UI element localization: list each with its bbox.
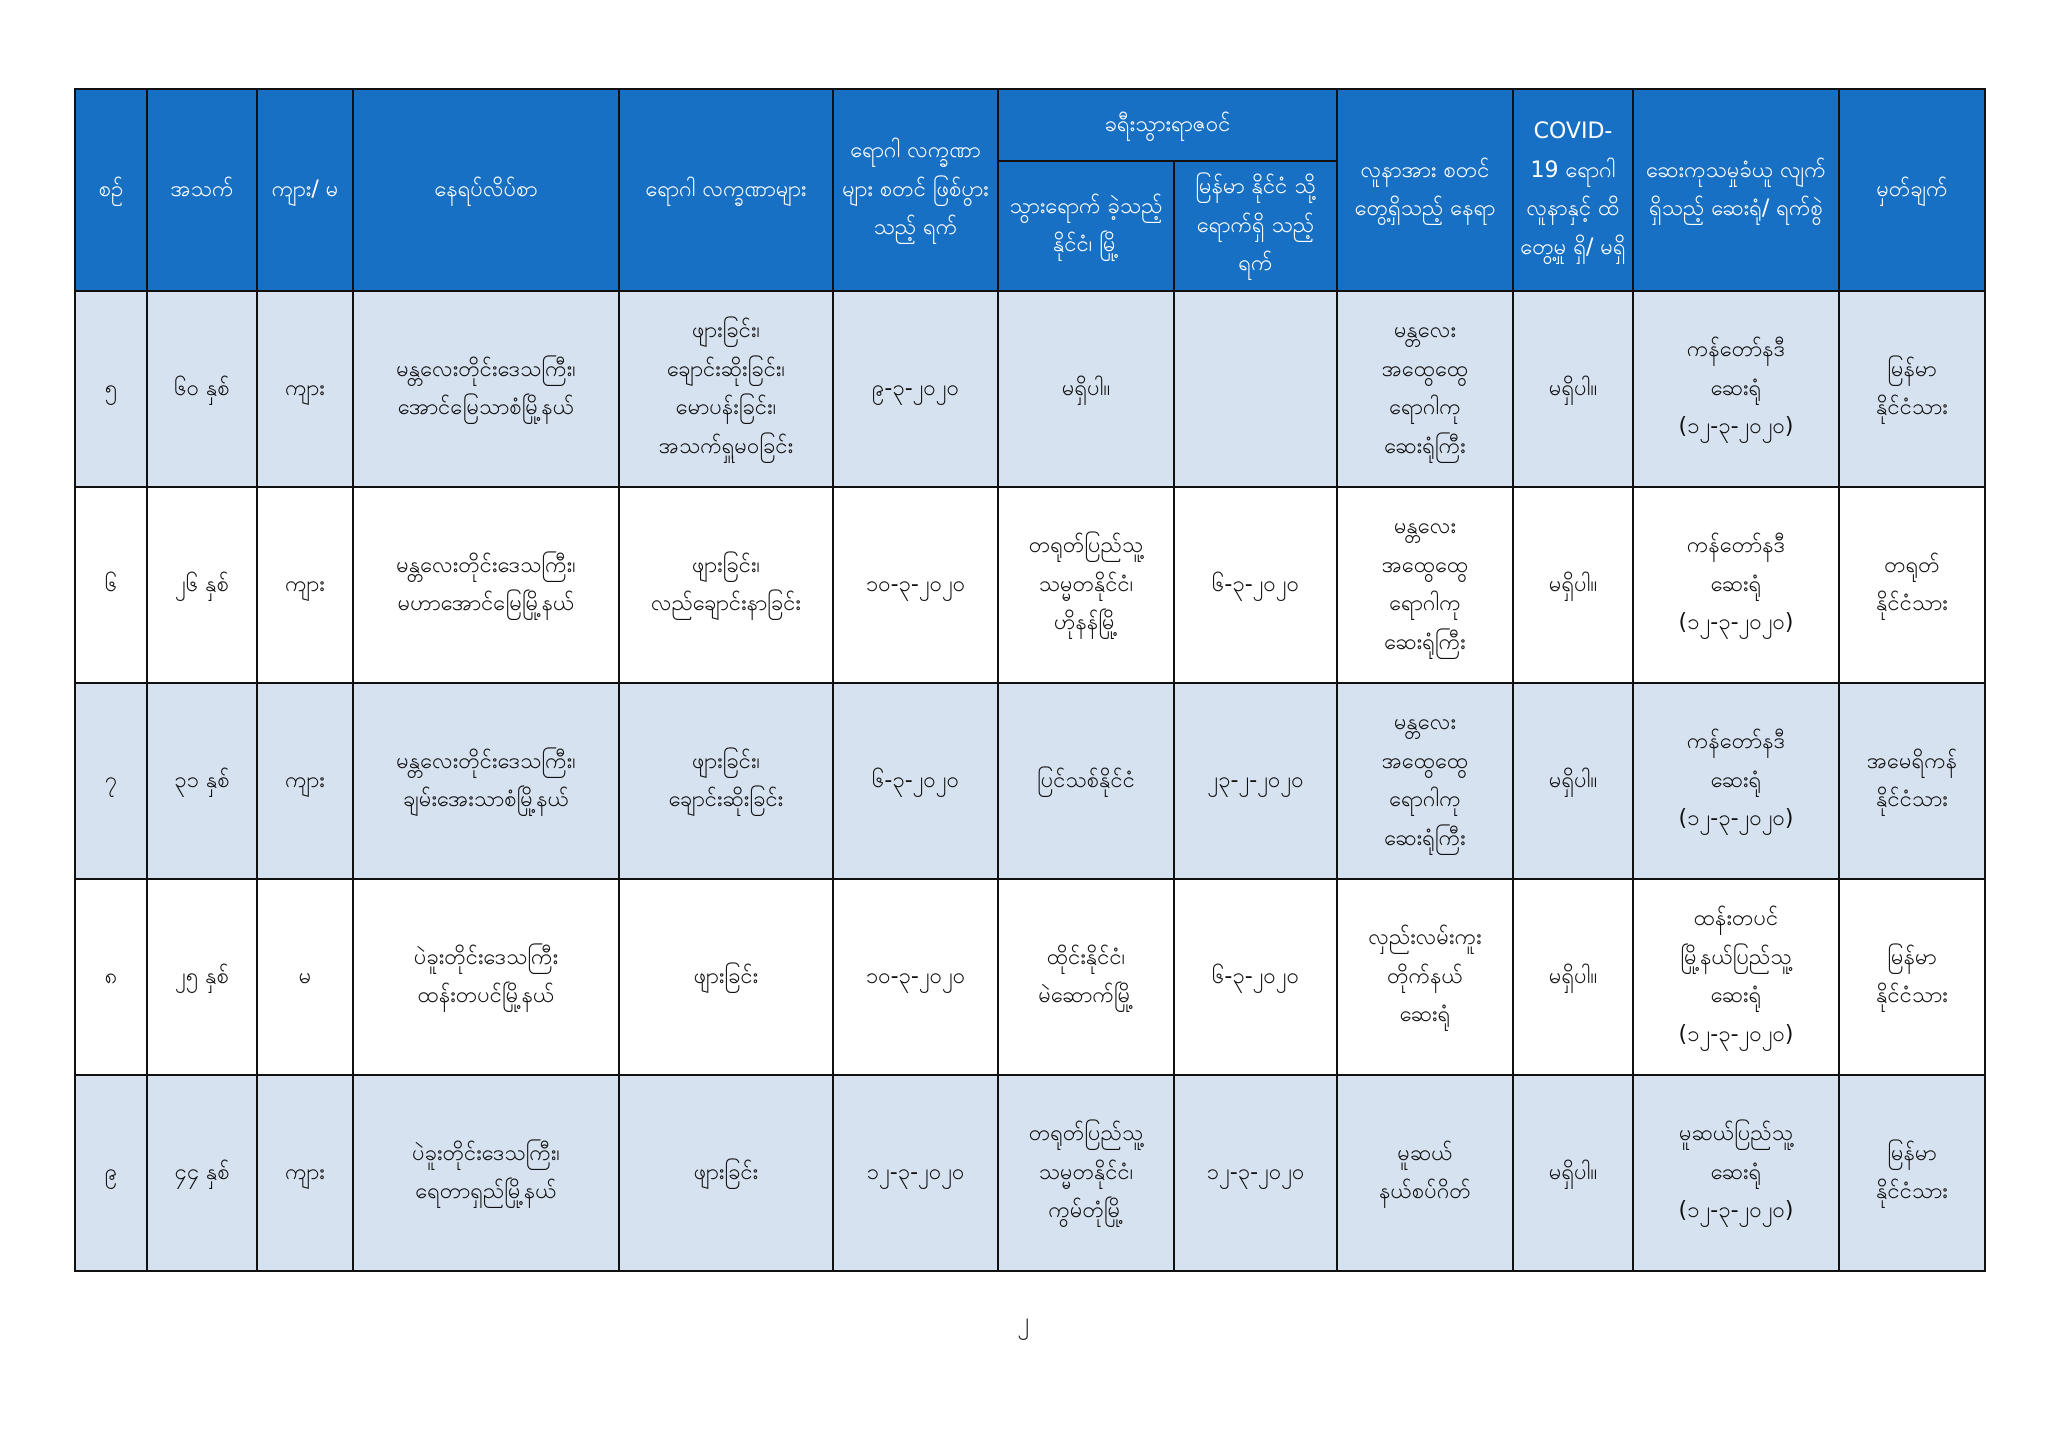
cell-remarks-line: နိုင်ငံသား xyxy=(1876,1179,1948,1204)
cell-travel-from-line: တရုတ်ပြည်သူ့ xyxy=(1028,533,1144,559)
cell-detected-at xyxy=(1337,1075,1513,1271)
cell-hospital xyxy=(1633,291,1839,487)
table-row xyxy=(75,1075,1985,1271)
cell-contact: မရှိပါ။ xyxy=(1513,683,1633,879)
cell-hospital xyxy=(1633,1075,1839,1271)
table-row xyxy=(75,683,1985,879)
cell-hospital xyxy=(1633,683,1839,879)
table-row xyxy=(75,879,1985,1075)
cell-detected-at-line: ဆေးရုံကြီး xyxy=(1384,825,1466,851)
cell-sex: ကျား xyxy=(257,291,353,487)
cell-travel-from-line: မဲဆောက်မြို့ xyxy=(1038,983,1134,1008)
header-contact: COVID-19 ရောဂါ လူနာနှင့် ထိတွေ့မှု ရှိ/ မရှိ xyxy=(1513,89,1633,291)
cell-arrival-date: ၆-၃-၂၀၂၀ xyxy=(1174,487,1337,683)
cell-hospital-line: မြို့နယ်ပြည်သူ့ xyxy=(1680,944,1792,970)
cell-address-line: ပဲခူးတိုင်းဒေသကြီး xyxy=(413,944,559,970)
cell-travel-from-line: သမ္မတနိုင်ငံ၊ xyxy=(1038,1159,1134,1185)
cell-address-line: ချမ်းအေးသာစံမြို့နယ် xyxy=(403,787,569,812)
cell-remarks-line: တရုတ် xyxy=(1884,552,1940,578)
cell-remarks-line: မြန်မာ xyxy=(1887,944,1937,970)
cell-travel-from-line: မရှိပါ။ xyxy=(1061,375,1111,401)
cell-remarks-line: အမေရိကန် xyxy=(1866,748,1958,774)
cell-address-line: မန္တလေးတိုင်းဒေသကြီး၊ xyxy=(396,748,576,774)
cell-travel-from xyxy=(998,487,1174,683)
cell-remarks xyxy=(1839,683,1985,879)
cell-address-line: မဟာအောင်မြေမြို့နယ် xyxy=(397,591,575,616)
cell-address-line: မန္တလေးတိုင်းဒေသကြီး၊ xyxy=(396,356,576,382)
cell-arrival-date: ၂၃-၂-၂၀၂၀ xyxy=(1174,683,1337,879)
cell-age: ၂၆ နှစ် xyxy=(147,487,257,683)
cell-onset-date: ၁၀-၃-၂၀၂၀ xyxy=(833,487,998,683)
cell-hospital-line: (၁၂-၃-၂၀၂၀) xyxy=(1678,1021,1794,1047)
cell-symptoms-line: ချောင်းဆိုးခြင်း xyxy=(668,787,784,812)
cell-no: ၉ xyxy=(75,1075,147,1271)
cell-detected-at-line: ဆေးရုံကြီး xyxy=(1384,629,1466,655)
cell-hospital-line: ဆေးရုံ xyxy=(1710,571,1762,597)
cell-travel-from xyxy=(998,879,1174,1075)
table-body xyxy=(75,291,1985,1271)
cell-onset-date: ၉-၃-၂၀၂၀ xyxy=(833,291,998,487)
cell-sex: မ xyxy=(257,879,353,1075)
cell-hospital-line: (၁၂-၃-၂၀၂၀) xyxy=(1678,806,1794,832)
table-row xyxy=(75,487,1985,683)
header-arrival-date: မြန်မာ နိုင်ငံ သို့ ရောက်ရှိ သည့်ရက် xyxy=(1174,161,1337,291)
cell-remarks xyxy=(1839,487,1985,683)
cell-remarks xyxy=(1839,1075,1985,1271)
cell-hospital-line: ဆေးရုံ xyxy=(1710,375,1762,401)
cell-contact: မရှိပါ။ xyxy=(1513,487,1633,683)
cell-travel-from xyxy=(998,683,1174,879)
cell-detected-at xyxy=(1337,683,1513,879)
cell-hospital-line: ကန်တော်နဒီ xyxy=(1686,337,1786,363)
cell-onset-date: ၆-၃-၂၀၂၀ xyxy=(833,683,998,879)
cell-detected-at-line: လှည်းလမ်းကူး xyxy=(1368,925,1482,951)
cell-age: ၄၄ နှစ် xyxy=(147,1075,257,1271)
cell-detected-at-line: ရောဂါကု xyxy=(1389,591,1461,616)
header-sex: ကျား/ မ xyxy=(257,89,353,291)
cell-sex: ကျား xyxy=(257,1075,353,1271)
cell-address-line: အောင်မြေသာစံမြို့နယ် xyxy=(397,395,575,420)
cell-address-line: ရေတာရှည်မြို့နယ် xyxy=(415,1179,557,1204)
cell-hospital-line: ဆေးရုံ xyxy=(1710,1159,1762,1185)
cell-remarks-line: နိုင်ငံသား xyxy=(1876,591,1948,616)
cell-sex: ကျား xyxy=(257,683,353,879)
cell-onset-date: ၁၀-၃-၂၀၂၀ xyxy=(833,879,998,1075)
header-onset-date: ရောဂါ လက္ခဏာများ စတင် ဖြစ်ပွားသည့် ရက် xyxy=(833,89,998,291)
cell-no: ၆ xyxy=(75,487,147,683)
cell-arrival-date: ၁၂-၃-၂၀၂၀ xyxy=(1174,1075,1337,1271)
cell-arrival-date xyxy=(1174,291,1337,487)
cell-travel-from xyxy=(998,1075,1174,1271)
cell-remarks xyxy=(1839,879,1985,1075)
cell-age: ၆၀ နှစ် xyxy=(147,291,257,487)
cell-no: ၅ xyxy=(75,291,147,487)
cell-symptoms-line: ဖျားခြင်း xyxy=(693,963,759,989)
cell-hospital-line: ကန်တော်နဒီ xyxy=(1686,729,1786,755)
cell-symptoms-line: ဖျားခြင်း၊ xyxy=(691,748,761,774)
cell-symptoms-line: မောပန်းခြင်း၊ xyxy=(675,395,777,420)
cell-address xyxy=(353,487,619,683)
cell-travel-from-line: ပြင်သစ်နိုင်ငံ xyxy=(1037,767,1135,793)
cell-detected-at-line: မူဆယ် xyxy=(1397,1140,1453,1166)
cell-hospital-line: ကန်တော်နဒီ xyxy=(1686,533,1786,559)
cell-symptoms-line: ချောင်းဆိုးခြင်း၊ xyxy=(667,356,785,382)
cell-address-line: မန္တလေးတိုင်းဒေသကြီး၊ xyxy=(396,552,576,578)
header-travel-history: ခရီးသွားရာဇဝင် xyxy=(998,89,1337,161)
header-symptoms: ရောဂါ လက္ခဏာများ xyxy=(619,89,833,291)
cell-travel-from-line: ဟိုနန်မြို့ xyxy=(1054,610,1118,636)
cell-no: ၈ xyxy=(75,879,147,1075)
cell-detected-at-line: အထွေထွေ xyxy=(1381,356,1469,382)
cell-hospital-line: ဆေးရုံ xyxy=(1710,767,1762,793)
cell-hospital-line: ထန်းတပင် xyxy=(1693,906,1779,931)
header-detected-at: လူနာအား စတင် တွေ့ရှိသည့် နေရာ xyxy=(1337,89,1513,291)
cell-detected-at-line: ရောဂါကု xyxy=(1389,787,1461,812)
cell-symptoms xyxy=(619,291,833,487)
covid-cases-table xyxy=(74,88,1986,1272)
cell-detected-at-line: အထွေထွေ xyxy=(1381,552,1469,578)
cell-hospital xyxy=(1633,487,1839,683)
cell-detected-at-line: အထွေထွေ xyxy=(1381,748,1469,774)
header-age: အသက် xyxy=(147,89,257,291)
cell-remarks-line: နိုင်ငံသား xyxy=(1876,983,1948,1008)
cell-hospital-line: ဆေးရုံ xyxy=(1710,983,1762,1008)
cell-contact: မရှိပါ။ xyxy=(1513,879,1633,1075)
cell-remarks-line: နိုင်ငံသား xyxy=(1876,395,1948,420)
cell-remarks-line: မြန်မာ xyxy=(1887,356,1937,382)
cell-address-line: ပဲခူးတိုင်းဒေသကြီး၊ xyxy=(412,1140,560,1166)
cell-remarks-line: မြန်မာ xyxy=(1887,1140,1937,1166)
cell-detected-at-line: မန္တလေး xyxy=(1393,318,1457,343)
document-page xyxy=(74,88,1986,1272)
cell-contact: မရှိပါ။ xyxy=(1513,1075,1633,1271)
cell-symptoms xyxy=(619,879,833,1075)
cell-travel-from-line: တရုတ်ပြည်သူ့ xyxy=(1028,1121,1144,1147)
cell-symptoms-line: ဖျားခြင်း၊ xyxy=(691,552,761,578)
cell-symptoms-line: ဖျားခြင်း၊ xyxy=(691,318,761,343)
cell-symptoms xyxy=(619,487,833,683)
cell-no: ၇ xyxy=(75,683,147,879)
cell-address xyxy=(353,1075,619,1271)
cell-hospital-line: (၁၂-၃-၂၀၂၀) xyxy=(1678,414,1794,440)
cell-address-line: ထန်းတပင်မြို့နယ် xyxy=(417,983,555,1008)
cell-age: ၂၅ နှစ် xyxy=(147,879,257,1075)
cell-remarks xyxy=(1839,291,1985,487)
cell-detected-at-line: ဆေးရုံ xyxy=(1399,1002,1451,1028)
cell-detected-at xyxy=(1337,879,1513,1075)
header-travel-from: သွားရောက် ခဲ့သည့် နိုင်ငံ၊ မြို့ xyxy=(998,161,1174,291)
cell-travel-from-line: သမ္မတနိုင်ငံ၊ xyxy=(1038,571,1134,597)
table-row xyxy=(75,291,1985,487)
cell-detected-at-line: တိုက်နယ် xyxy=(1387,963,1463,989)
cell-address xyxy=(353,683,619,879)
header-address: နေရပ်လိပ်စာ xyxy=(353,89,619,291)
cell-detected-at-line: နယ်စပ်ဂိတ် xyxy=(1379,1179,1471,1204)
cell-remarks-line: နိုင်ငံသား xyxy=(1876,787,1948,812)
cell-travel-from-line: ထိုင်းနိုင်ငံ၊ xyxy=(1046,944,1126,970)
cell-contact: မရှိပါ။ xyxy=(1513,291,1633,487)
table-header xyxy=(75,89,1985,291)
cell-detected-at-line: မန္တလေး xyxy=(1393,514,1457,539)
page-number: ၂ xyxy=(1017,1307,1029,1335)
header-no: စဉ် xyxy=(75,89,147,291)
cell-age: ၃၁ နှစ် xyxy=(147,683,257,879)
cell-symptoms xyxy=(619,683,833,879)
cell-onset-date: ၁၂-၃-၂၀၂၀ xyxy=(833,1075,998,1271)
header-remarks: မှတ်ချက် xyxy=(1839,89,1985,291)
cell-hospital xyxy=(1633,879,1839,1075)
cell-symptoms xyxy=(619,1075,833,1271)
cell-symptoms-line: လည်ချောင်းနာခြင်း xyxy=(651,591,801,616)
header-hospital: ဆေးကုသမှုခံယူ လျက်ရှိသည့် ဆေးရုံ/ ရက်စွဲ xyxy=(1633,89,1839,291)
cell-detected-at xyxy=(1337,291,1513,487)
cell-sex: ကျား xyxy=(257,487,353,683)
cell-address xyxy=(353,291,619,487)
cell-symptoms-line: ဖျားခြင်း xyxy=(693,1159,759,1185)
cell-detected-at-line: ရောဂါကု xyxy=(1389,395,1461,420)
cell-hospital-line: မူဆယ်ပြည်သူ့ xyxy=(1679,1121,1793,1147)
cell-travel-from xyxy=(998,291,1174,487)
cell-hospital-line: (၁၂-၃-၂၀၂၀) xyxy=(1678,610,1794,636)
cell-detected-at-line: ဆေးရုံကြီး xyxy=(1384,433,1466,459)
cell-detected-at xyxy=(1337,487,1513,683)
cell-travel-from-line: ကွမ်တုံမြို့ xyxy=(1048,1198,1124,1224)
cell-symptoms-line: အသက်ရှူမဝခြင်း xyxy=(658,433,794,459)
cell-hospital-line: (၁၂-၃-၂၀၂၀) xyxy=(1678,1198,1794,1224)
cell-detected-at-line: မန္တလေး xyxy=(1393,710,1457,735)
cell-arrival-date: ၆-၃-၂၀၂၀ xyxy=(1174,879,1337,1075)
cell-address xyxy=(353,879,619,1075)
